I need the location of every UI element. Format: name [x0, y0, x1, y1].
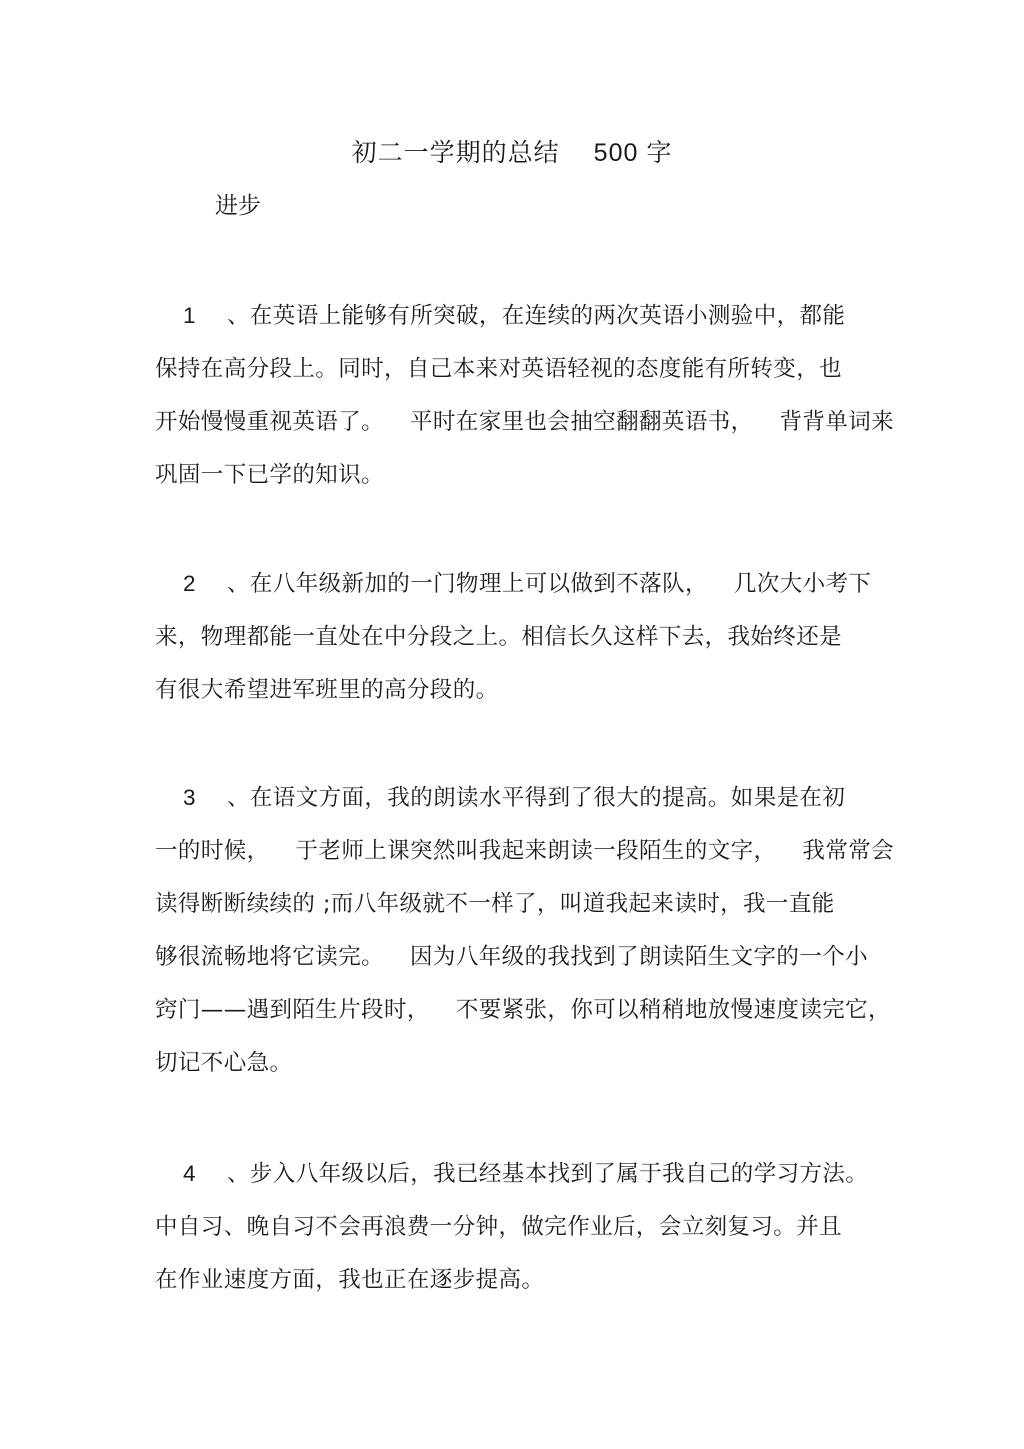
- paragraph-line: [155, 353, 875, 406]
- text-run: 几次大小考下: [733, 571, 872, 597]
- list-number: 4: [183, 1161, 196, 1186]
- list-number: 3: [183, 785, 196, 810]
- text-run: 于老师上课突然叫我起来朗读一段陌生的文字，: [295, 838, 777, 864]
- document-title: [0, 136, 1024, 170]
- paragraph-3: [155, 782, 895, 1100]
- text-run: 平时在家里也会抽空翻翻英语书，: [410, 409, 754, 435]
- text-run: 在作业速度方面，我也正在逐步提高。: [155, 1267, 545, 1293]
- paragraph-1: [155, 300, 895, 512]
- text-run: 、在八年级新加的一门物理上可以做到不落队，: [227, 571, 708, 597]
- text-run: 够很流畅地将它读完。: [155, 944, 385, 970]
- section-heading: 进步: [215, 193, 261, 219]
- text-run: 、在语文方面，我的朗读水平得到了很大的提高。如果是在初: [227, 785, 846, 811]
- text-run: 、步入八年级以后，我已经基本找到了属于我自己的学习方法。: [227, 1161, 869, 1187]
- text-run: 保持在高分段上。同时，自己本来对英语轻视的态度能有所转变，也: [155, 356, 843, 382]
- paragraph-line: [155, 300, 875, 353]
- paragraph-line: [155, 1211, 875, 1264]
- text-run: 、在英语上能够有所突破，在连续的两次英语小测验中，都能: [227, 303, 846, 329]
- text-run: 背背单词来: [779, 409, 895, 435]
- text-run: 一的时候，: [155, 838, 270, 864]
- title-text: 初二一学期的总结: [351, 138, 560, 167]
- paragraph-line: [155, 782, 875, 835]
- text-run: 切记不心急。: [155, 1050, 293, 1076]
- list-number: 1: [183, 303, 196, 328]
- list-number: 2: [183, 571, 196, 596]
- paragraph-line: [155, 941, 875, 994]
- paragraph-line: [155, 994, 891, 1047]
- paragraph-line: [155, 1047, 875, 1100]
- text-run: 巩固一下已学的知识。: [155, 462, 385, 488]
- paragraph-line: [155, 888, 875, 941]
- paragraph-line: [155, 406, 895, 459]
- paragraph-line: [155, 1158, 875, 1211]
- text-run: 中自习、晚自习不会再浪费一分钟，做完作业后，会立刻复习。并且: [155, 1214, 843, 1240]
- paragraph-4: [155, 1158, 875, 1317]
- paragraph-line: [155, 621, 875, 674]
- text-run: 因为八年级的我找到了朗读陌生文字的一个小: [410, 944, 869, 970]
- text-run: 有很大希望进军班里的高分段的。: [155, 677, 499, 703]
- text-run: 我常常会: [802, 838, 895, 864]
- text-run: 不要紧张，你可以稍稍地放慢速度读完它，: [455, 997, 891, 1023]
- paragraph-line: [155, 674, 875, 727]
- paragraph-line: [155, 568, 875, 621]
- text-run: 开始慢慢重视英语了。: [155, 409, 385, 435]
- title-word-count: 500 字: [593, 139, 673, 167]
- paragraph-line: [155, 1264, 875, 1317]
- text-run: 窍门——遇到陌生片段时，: [155, 997, 430, 1023]
- paragraph-line: [155, 835, 895, 888]
- text-run: 读得断断续续的 ;而八年级就不一样了，叫道我起来读时，我一直能: [155, 891, 835, 917]
- paragraph-line: [155, 459, 875, 512]
- paragraph-2: [155, 568, 875, 727]
- text-run: 来，物理都能一直处在中分段之上。相信长久这样下去，我始终还是: [155, 624, 843, 650]
